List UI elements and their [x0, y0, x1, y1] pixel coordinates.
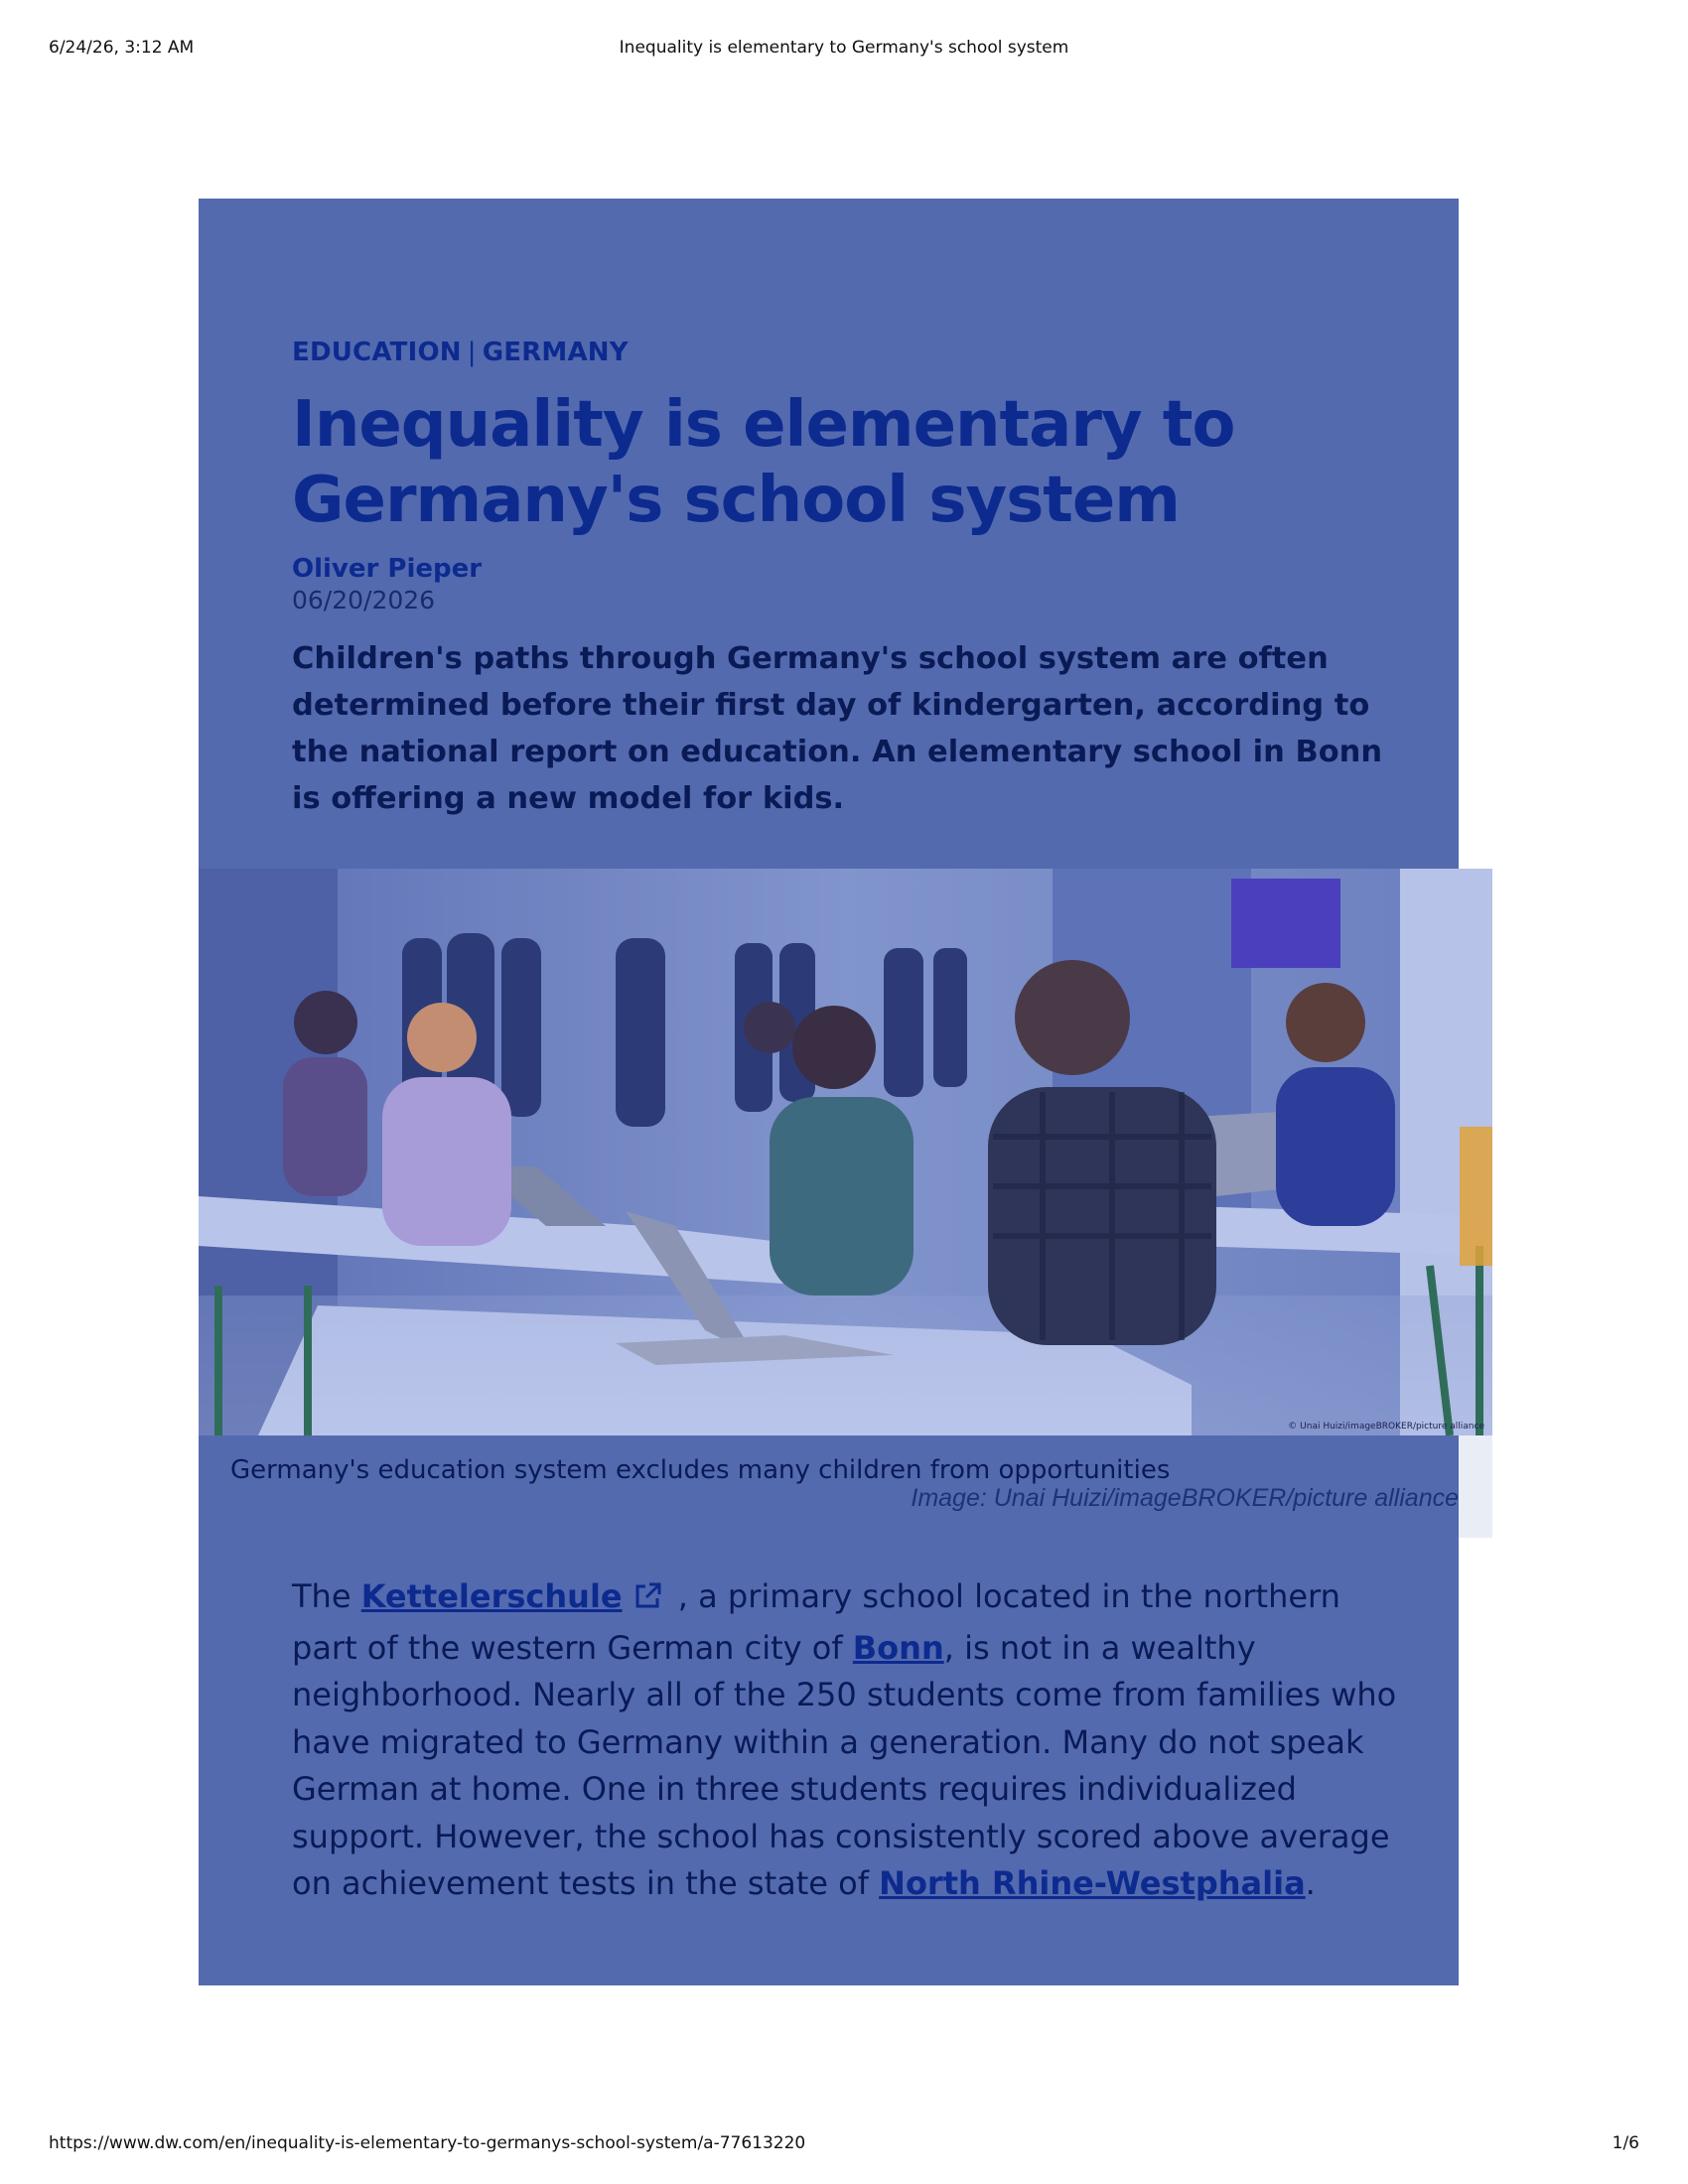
- paragraph-text: The: [292, 1577, 361, 1615]
- bonn-link[interactable]: Bonn: [852, 1628, 944, 1667]
- kettelerschule-link[interactable]: Kettelerschule: [360, 1577, 623, 1615]
- print-header: [0, 38, 1688, 62]
- kicker-separator: |: [467, 338, 477, 367]
- caption-panel-edge: [1459, 1435, 1492, 1538]
- article-figure: [199, 869, 1492, 1538]
- publish-date: 06/20/2026: [292, 586, 436, 614]
- print-page-number: 1/6: [1612, 2133, 1639, 2153]
- category-germany-link[interactable]: GERMANY: [482, 338, 629, 367]
- print-datetime: 6/24/26, 3:12 AM: [49, 38, 195, 58]
- photo-overlay-credit: © Unai Huizi/imageBROKER/picture alliance: [1288, 1422, 1484, 1432]
- print-url: https://www.dw.com/en/inequality-is-elementary-to-germanys-school-system/a-77613220: [49, 2133, 806, 2153]
- article-paragraph: [292, 1573, 1414, 1908]
- north-rhine-westphalia-link[interactable]: North Rhine-Westphalia: [879, 1864, 1306, 1902]
- classroom-photo: [199, 869, 1492, 1435]
- print-page-title: Inequality is elementary to Germany's school system: [619, 38, 1069, 58]
- external-link-icon[interactable]: [633, 1577, 662, 1625]
- author-name[interactable]: Oliver Pieper: [292, 554, 483, 584]
- category-education-link[interactable]: EDUCATION: [292, 338, 462, 367]
- category-kicker: [292, 338, 629, 367]
- article-teaser: Children's paths through Germany's school system are often determined before their first day of kindergarten, according to the national report on education. An elementary school in Bonn is offering a new model for kids.: [292, 641, 1383, 816]
- paragraph-text: .: [1305, 1864, 1316, 1902]
- image-caption: Germany's education system excludes many children from opportunities: [230, 1455, 1171, 1485]
- image-credit: Image: Unai Huizi/imageBROKER/picture alliance: [911, 1484, 1459, 1512]
- article-headline: Inequality is elementary to Germany's school system: [292, 388, 1235, 537]
- paragraph-text: , is not in a wealthy neighborhood. Nearly all of the 250 students come from families who have migrated to Germany within a generation. Many do not speak German at home. One in three students requires individualized support. However, the school has consistently scored above average on achievement tests in the state of: [292, 1628, 1397, 1902]
- print-footer: [0, 2133, 1688, 2157]
- paragraph-text: , a primary school located in the northern part of the western German city of: [292, 1577, 1340, 1667]
